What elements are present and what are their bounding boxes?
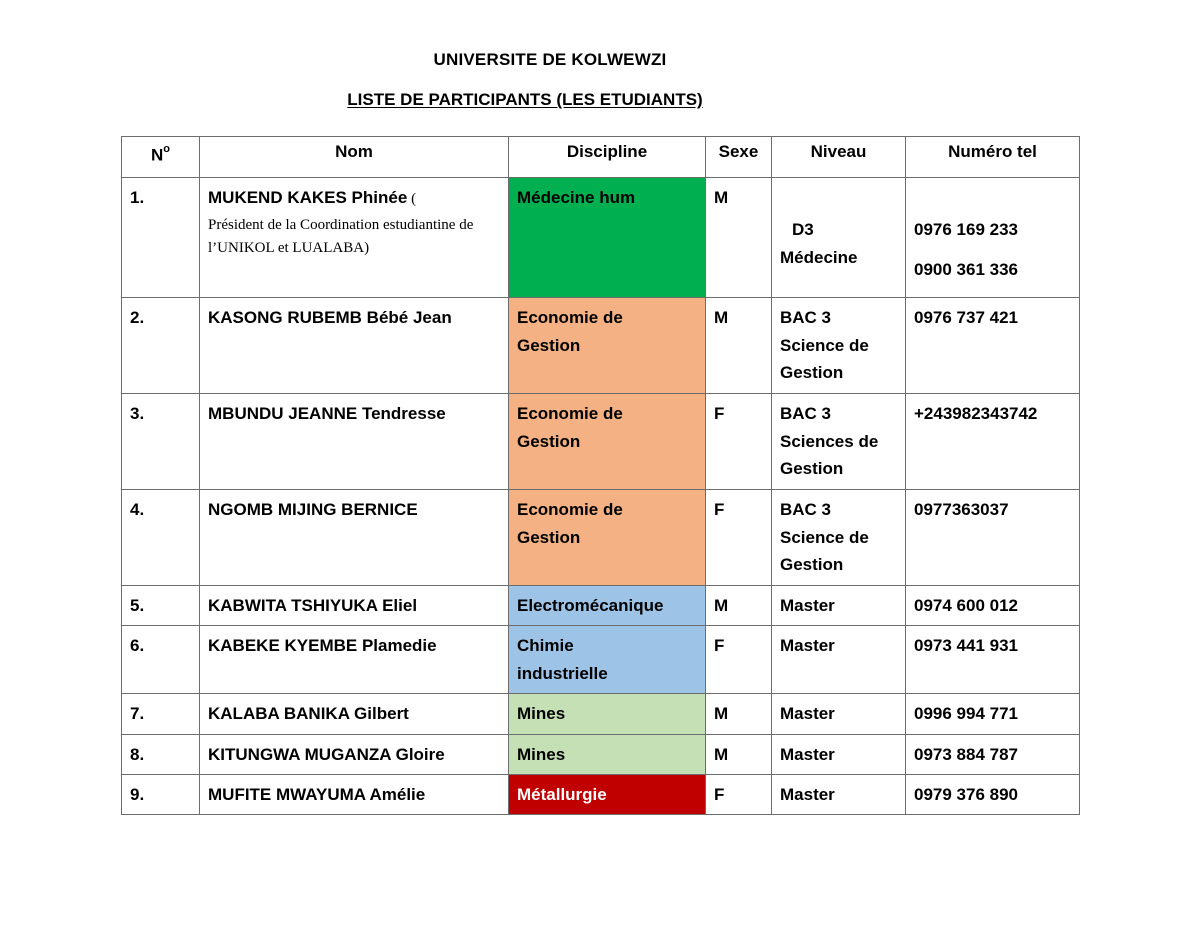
row-tel-line2: 0900 361 336 [914,259,1018,279]
table-row [122,586,1080,626]
row-sexe: F [706,394,772,490]
row-name: KABWITA TSHIYUKA Eliel [200,586,509,626]
row-discipline: Electromécanique [509,586,706,626]
col-header-sexe: Sexe [706,137,772,178]
row-niveau: BAC 3 Science de Gestion [772,490,906,586]
row-note: Président de la Coordination estudiantine de l’UNIKOL et LUALABA) [208,216,474,256]
table-row [122,178,1080,298]
row-num: 9. [122,775,200,815]
col-header-nom: Nom [200,137,509,178]
row-name: KALABA BANIKA Gilbert [200,694,509,735]
row-niveau [772,178,906,298]
row-niveau: BAC 3 Sciences de Gestion [772,394,906,490]
row-discipline: Métallurgie [509,775,706,815]
row-sexe: M [706,586,772,626]
row-sexe: F [706,775,772,815]
table-row [122,735,1080,775]
row-sexe: M [706,178,772,298]
row-name: MUFITE MWAYUMA Amélie [200,775,509,815]
row-name-text: MUKEND KAKES Phinée [208,188,408,207]
row-tel: 0976 737 421 [906,298,1080,394]
row-tel: +243982343742 [906,394,1080,490]
row-tel: 0973 441 931 [906,626,1080,694]
row-sexe: F [706,626,772,694]
row-note-open: ( [407,191,417,207]
row-name: KASONG RUBEMB Bébé Jean [200,298,509,394]
row-name: KABEKE KYEMBE Plamedie [200,626,509,694]
col-header-num: $N^o$ [122,137,200,178]
row-num: 4. [122,490,200,586]
row-name [200,178,509,298]
row-discipline: Médecine hum [509,178,706,298]
row-num: 3. [122,394,200,490]
col-header-niveau: Niveau [772,137,906,178]
row-num: 8. [122,735,200,775]
row-discipline: Mines [509,735,706,775]
list-title-text: LISTE DE PARTICIPANTS (LES ETUDIANTS) [347,90,703,109]
row-niveau-line1: D3 [792,220,814,239]
row-discipline: Economie de Gestion [509,298,706,394]
row-niveau: Master [772,775,906,815]
row-discipline: Chimie industrielle [509,626,706,694]
row-tel: 0979 376 890 [906,775,1080,815]
col-header-discipline: Discipline [509,137,706,178]
row-sexe: M [706,694,772,735]
list-title [0,90,1200,110]
row-tel-line1: 0976 169 233 [914,220,1018,239]
table-row [122,490,1080,586]
row-niveau: Master [772,735,906,775]
row-niveau: Master [772,586,906,626]
university-title [0,50,1200,70]
row-num: 7. [122,694,200,735]
row-sexe: M [706,735,772,775]
row-tel [906,178,1080,298]
row-sexe: M [706,298,772,394]
col-header-tel: Numéro tel [906,137,1080,178]
table-row [122,298,1080,394]
row-discipline: Mines [509,694,706,735]
row-num: 6. [122,626,200,694]
row-tel: 0974 600 012 [906,586,1080,626]
table-row [122,626,1080,694]
superscript-o: o [163,143,170,155]
row-num: 1. [122,178,200,298]
row-niveau: BAC 3 Science de Gestion [772,298,906,394]
row-name: MBUNDU JEANNE Tendresse [200,394,509,490]
row-name: NGOMB MIJING BERNICE [200,490,509,586]
table-row [122,394,1080,490]
row-tel: 0996 994 771 [906,694,1080,735]
row-niveau-line2: Médecine [780,247,858,267]
table-header-row [122,137,1080,178]
table-row [122,694,1080,735]
participants-table [121,136,1080,815]
row-discipline: Economie de Gestion [509,394,706,490]
row-niveau: Master [772,626,906,694]
university-title-text: UNIVERSITE DE KOLWEWZI [433,50,667,69]
table-row [122,775,1080,815]
row-name: KITUNGWA MUGANZA Gloire [200,735,509,775]
row-niveau: Master [772,694,906,735]
row-num: 5. [122,586,200,626]
row-tel: 0973 884 787 [906,735,1080,775]
row-tel: 0977363037 [906,490,1080,586]
row-sexe: F [706,490,772,586]
row-num: 2. [122,298,200,394]
row-discipline: Economie de Gestion [509,490,706,586]
